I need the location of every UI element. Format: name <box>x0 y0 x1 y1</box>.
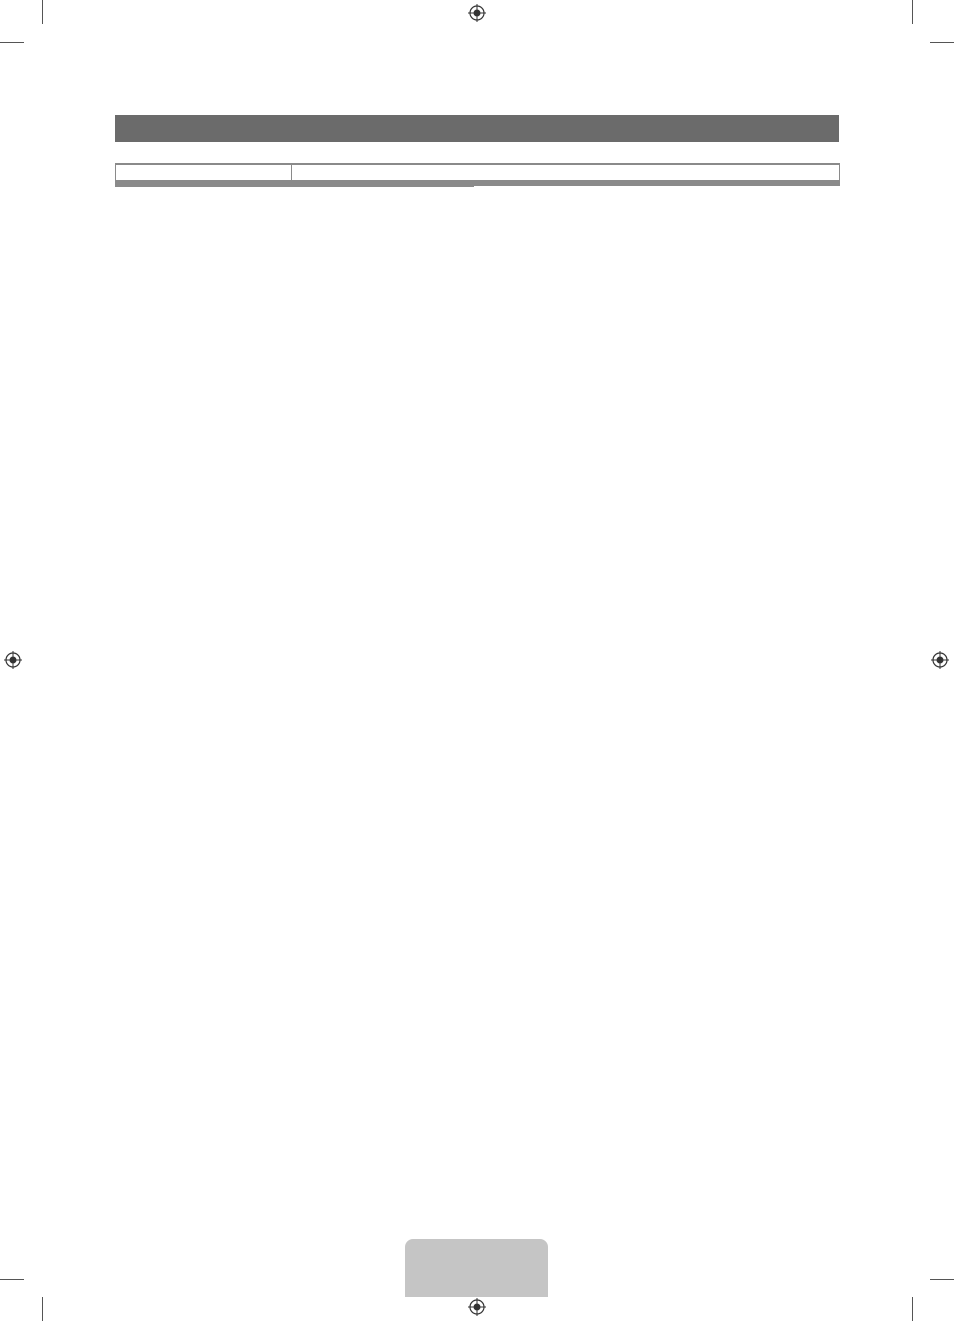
registration-mark-icon <box>931 651 949 669</box>
row-value <box>292 165 840 181</box>
registration-mark-icon <box>468 4 486 22</box>
crop-mark <box>930 1279 954 1280</box>
registration-mark-icon <box>468 1298 486 1316</box>
table-spacer <box>116 155 840 164</box>
crop-mark <box>42 1297 43 1321</box>
spec-table <box>115 155 840 187</box>
crop-mark <box>42 0 43 24</box>
spacer-cell <box>116 155 840 164</box>
crop-mark <box>930 42 954 43</box>
row-label <box>116 165 292 181</box>
model-label <box>116 185 292 186</box>
cell-spacer <box>296 165 835 180</box>
registration-mark-icon <box>4 651 22 669</box>
page-number-tab <box>405 1239 548 1297</box>
crop-mark <box>912 0 913 24</box>
model-name <box>292 185 474 186</box>
model-row <box>116 185 840 186</box>
table-row <box>116 165 840 181</box>
spec-table-body <box>116 155 840 186</box>
crop-mark <box>912 1297 913 1321</box>
page-title <box>115 115 839 142</box>
crop-mark <box>0 1279 24 1280</box>
crop-mark <box>0 42 24 43</box>
